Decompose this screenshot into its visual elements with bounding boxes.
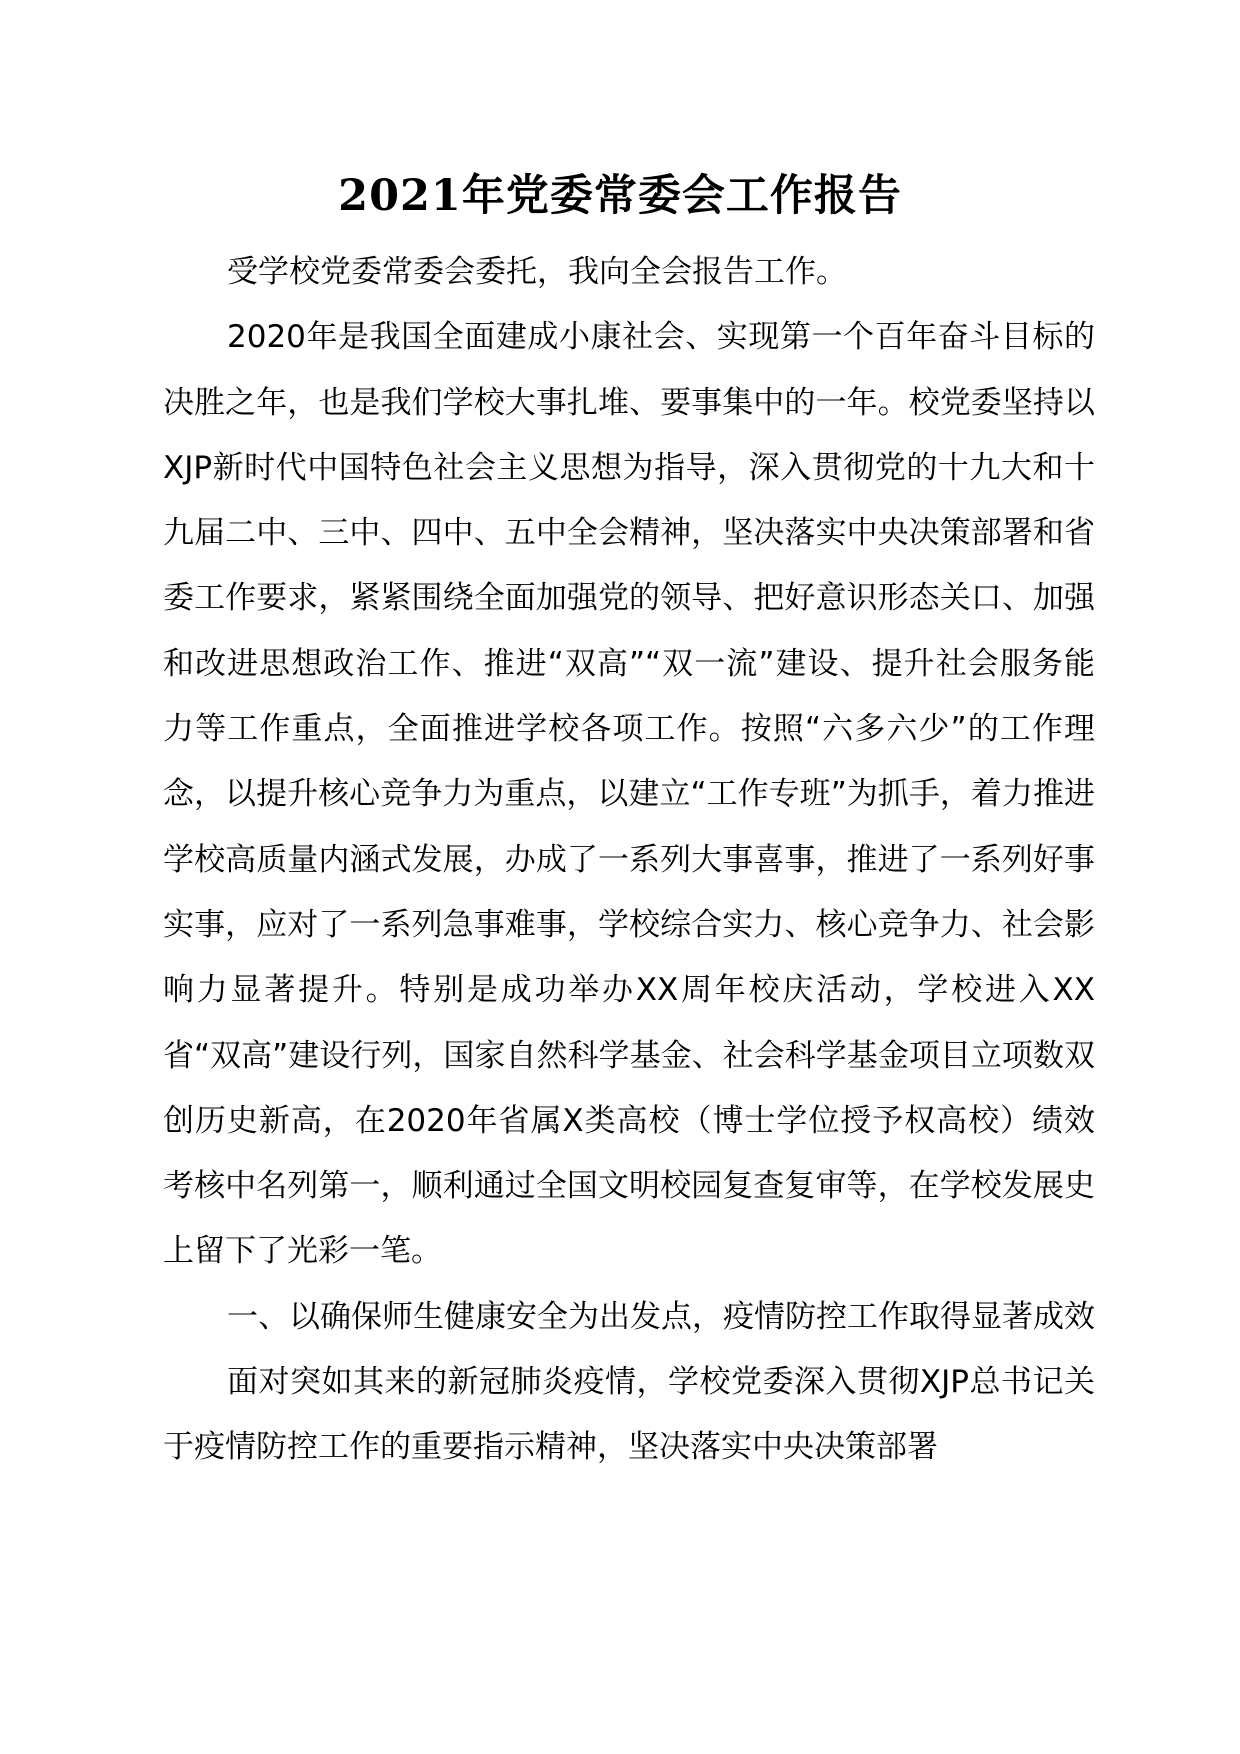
section-paragraph: 面对突如其来的新冠肺炎疫情，学校党委深入贯彻XJP总书记关于疫情防控工作的重要指示精神，坚决落实中央决策部署 — [163, 1364, 1095, 1466]
section-heading: 一、以确保师生健康安全为出发点，疫情防控工作取得显著成效 — [227, 1298, 1095, 1335]
paragraph-summary: 2020年是我国全面建成小康社会、实现第一个百年奋斗目标的决胜之年，也是我们学校大事扎堆、要事集中的一年。校党委坚持以XJP新时代中国特色社会主义思想为指导，深入贯彻党的十九大和十九届二中、三中、四中、五中全会精神，坚决落实中央决策部署和省委工作要求，紧紧围绕全面加强党的领导、把好意识形态关口、加强和改进思想政治工作、推进“双高”“双一流”建设、提升社会服务能力等工作重点，全面推进学校各项工作。按照“六多六少”的工作理念，以提升核心竞争力为重点，以建立“工作专班”为抓手，着力推进学校高质量内涵式发展，办成了一系列大事喜事，推进了一系列好事实事，应对了一系列急事难事，学校综合实力、核心竞争力、社会影响力显著提升。特别是成功举办XX周年校庆活动，学校进入XX省“双高”建设行列，国家自然科学基金、社会科学基金项目立项数双创历史新高，在2020年省属X类高校（博士学位授予权高校）绩效考核中名列第一，顺利通过全国文明校园复查复审等，在学校发展史上留下了光彩一笔。 — [163, 319, 1095, 1270]
paragraph-intro: 受学校党委常委会委托，我向全会报告工作。 — [227, 254, 847, 290]
document-body — [163, 240, 1095, 1481]
document-title: 2021年党委常委会工作报告 — [338, 171, 902, 221]
